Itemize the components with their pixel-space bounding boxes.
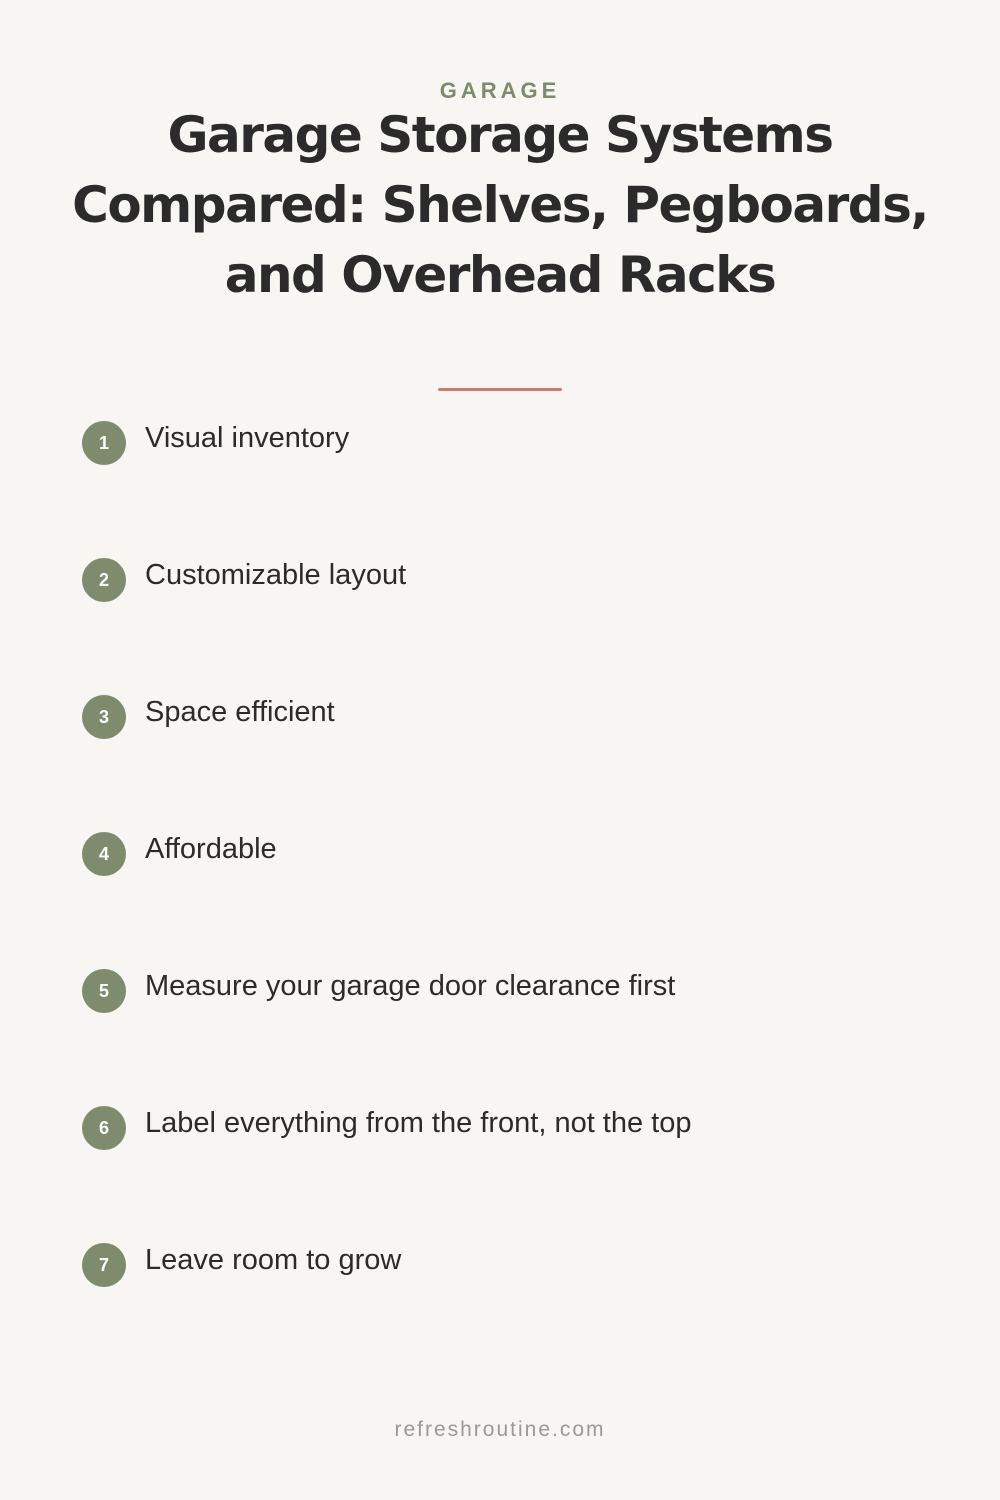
number-badge: 6 xyxy=(82,1106,126,1150)
list-item xyxy=(82,1100,692,1150)
list-item-label: Visual inventory xyxy=(145,422,350,454)
list-item-label: Space efficient xyxy=(145,696,335,728)
number-badge: 1 xyxy=(82,421,126,465)
list-item xyxy=(82,1237,401,1287)
list-item-label: Affordable xyxy=(145,833,277,865)
list-item xyxy=(82,963,675,1013)
list-item xyxy=(82,415,349,465)
list-item-label: Leave room to grow xyxy=(145,1244,402,1276)
number-badge: 7 xyxy=(82,1243,126,1287)
number-badge: 2 xyxy=(82,558,126,602)
number-badge: 4 xyxy=(82,832,126,876)
footer-site-url: refreshroutine.com xyxy=(394,1418,606,1441)
list-item-label: Measure your garage door clearance first xyxy=(145,970,676,1002)
list-item xyxy=(82,689,335,739)
list-item-label: Customizable layout xyxy=(145,559,407,591)
category-label: GARAGE xyxy=(439,78,561,103)
title-divider xyxy=(438,388,562,391)
number-badge: 3 xyxy=(82,695,126,739)
page-title: Garage Storage Systems Compared: Shelves, Pegboards, and Overhead Racks xyxy=(72,106,928,304)
list-item-label: Label everything from the front, not the top xyxy=(145,1107,692,1139)
list-item xyxy=(82,826,277,876)
list-item xyxy=(82,552,406,602)
number-badge: 5 xyxy=(82,969,126,1013)
